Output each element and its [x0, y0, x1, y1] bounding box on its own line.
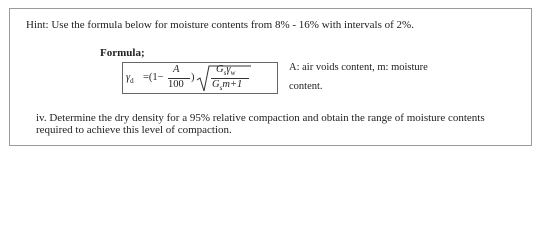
- explanation-line1: A: air voids content, m: moisture: [289, 62, 428, 73]
- formula-denominator: $G_sm+1$: [212, 79, 243, 93]
- formula-lhs: $\gamma_d$: [126, 72, 134, 86]
- sqrt-symbol: [123, 63, 279, 95]
- hint-text: Hint: Use the formula below for moisture contents from 8% - 16% with intervals of 2%.: [26, 19, 414, 31]
- formula-frac-den: 100: [168, 79, 184, 90]
- formula-close-paren: ): [191, 72, 195, 83]
- formula-eq: =(1−: [143, 72, 164, 83]
- formula-box: [122, 62, 278, 94]
- formula-label: Formula;: [100, 47, 145, 59]
- formula-frac-num: A: [173, 64, 180, 75]
- explanation-line2: content.: [289, 81, 323, 92]
- formula-numerator: $G_s\gamma_w$: [216, 64, 236, 78]
- question-text: iv. Determine the dry density for a 95% relative compaction and obtain the range of moisture contents required to achieve this level of compaction.: [36, 112, 485, 136]
